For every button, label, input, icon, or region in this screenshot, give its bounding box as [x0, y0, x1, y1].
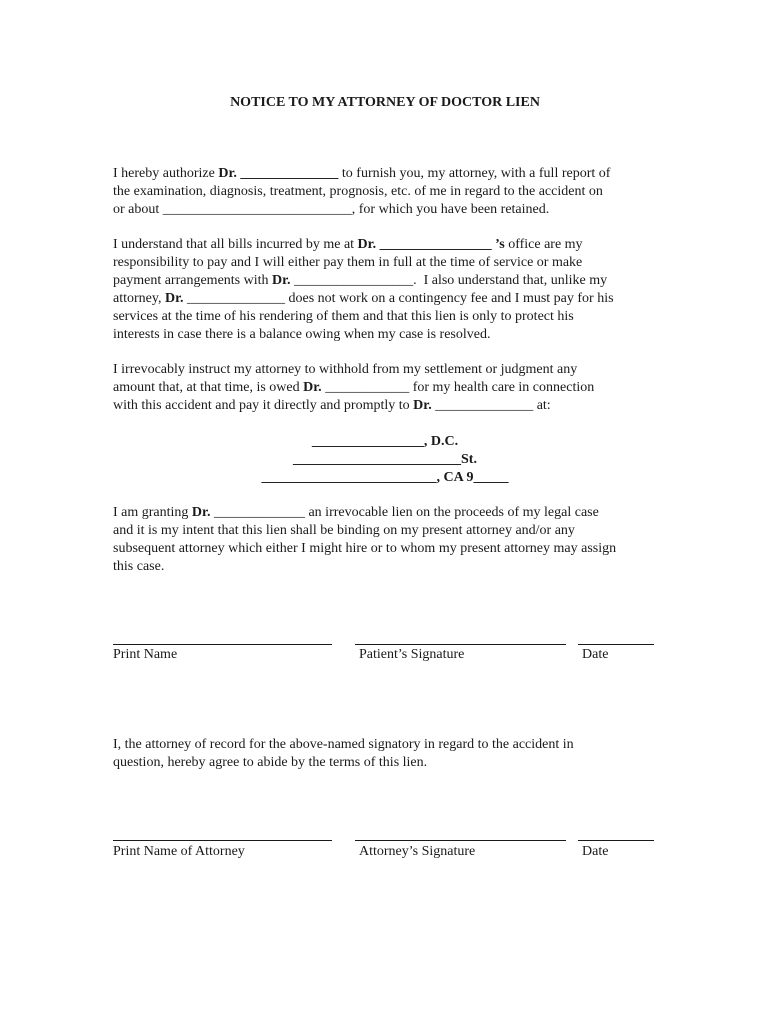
text-segment: _____________ an irrevocable lien on the proceeds of my legal case [210, 505, 599, 520]
patient-print-name-line[interactable] [113, 644, 332, 645]
patient-signature-line[interactable] [355, 644, 566, 645]
text-segment: to furnish you, my attorney, with a full report of [338, 166, 611, 181]
doctor-name-blank: Dr. ______________ [218, 166, 339, 181]
authorization-paragraph [113, 165, 673, 219]
text-segment: attorney, [113, 291, 165, 306]
paragraph-line: services at the time of his rendering of them and that this lien is only to protect his [113, 309, 574, 324]
withholding-paragraph [113, 361, 673, 415]
doctor-label: Dr. [191, 505, 211, 520]
paragraph-line: responsibility to pay and I will either pay them in full at the time of service or make [113, 255, 583, 270]
text-segment: I am granting [113, 505, 192, 520]
doctor-label: Dr. [413, 398, 432, 413]
paragraph-line: subsequent attorney which either I might hire or to whom my present attorney may assign [113, 541, 617, 556]
paragraph-line: and it is my intent that this lien shall be binding on my present attorney and/or any [113, 523, 575, 538]
lien-grant-paragraph [113, 504, 673, 576]
paragraph-line: question, hereby agree to abide by the terms of this lien. [113, 755, 428, 770]
address-line-city: _________________________, CA 9_____ [261, 470, 509, 485]
paragraph-line: interests in case there is a balance owing when my case is resolved. [113, 327, 491, 342]
paragraph-line: the examination, diagnosis, treatment, prognosis, etc. of me in regard to the accident on [113, 184, 603, 199]
date-label: Date [582, 844, 609, 859]
paragraph-line [113, 236, 673, 254]
text-segment: with this accident and pay it directly and promptly to [113, 398, 414, 413]
patient-signature-label: Patient’s Signature [359, 647, 465, 662]
text-segment: _________________. I also understand that, unlike my [290, 273, 608, 288]
paragraph-line [113, 379, 673, 397]
paragraph-line [113, 165, 673, 183]
text-segment: ______________ at: [431, 398, 551, 413]
address-line-street: ________________________St. [293, 452, 477, 467]
print-name-of-attorney-label: Print Name of Attorney [113, 844, 245, 859]
paragraph-line [113, 272, 673, 290]
document-title: NOTICE TO MY ATTORNEY OF DOCTOR LIEN [230, 95, 540, 110]
paragraph-line [113, 397, 673, 415]
paragraph-line [113, 290, 673, 308]
doctor-address-block [0, 433, 770, 487]
print-name-label: Print Name [113, 647, 178, 662]
address-line-doctor: ________________, D.C. [311, 434, 459, 449]
text-segment: ______________ does not work on a contingency fee and I must pay for his [183, 291, 614, 306]
doctor-name-blank: Dr. ________________ ’s [357, 237, 505, 252]
attorney-agreement-paragraph [113, 736, 673, 772]
text-segment: I hereby authorize [113, 166, 219, 181]
text-segment: payment arrangements with [113, 273, 273, 288]
accident-date-line: or about ___________________________, for which you have been retained. [113, 202, 550, 217]
doctor-label: Dr. [164, 291, 184, 306]
doctor-label: Dr. [303, 380, 322, 395]
attorney-signature-label: Attorney’s Signature [359, 844, 476, 859]
text-segment: I understand that all bills incurred by me at [113, 237, 358, 252]
paragraph-line: this case. [113, 559, 165, 574]
patient-date-line[interactable] [578, 644, 654, 645]
paragraph-line [113, 504, 673, 522]
doctor-label: Dr. [272, 273, 291, 288]
text-segment: ____________ for my health care in connection [321, 380, 595, 395]
attorney-date-line[interactable] [578, 840, 654, 841]
text-segment: amount that, at that time, is owed [113, 380, 304, 395]
billing-paragraph [113, 236, 673, 344]
date-label: Date [582, 647, 609, 662]
paragraph-line: I irrevocably instruct my attorney to withhold from my settlement or judgment any [113, 362, 578, 377]
attorney-print-name-line[interactable] [113, 840, 332, 841]
text-segment: office are my [504, 237, 583, 252]
attorney-signature-line[interactable] [355, 840, 566, 841]
paragraph-line: I, the attorney of record for the above-named signatory in regard to the accident in [113, 737, 574, 752]
